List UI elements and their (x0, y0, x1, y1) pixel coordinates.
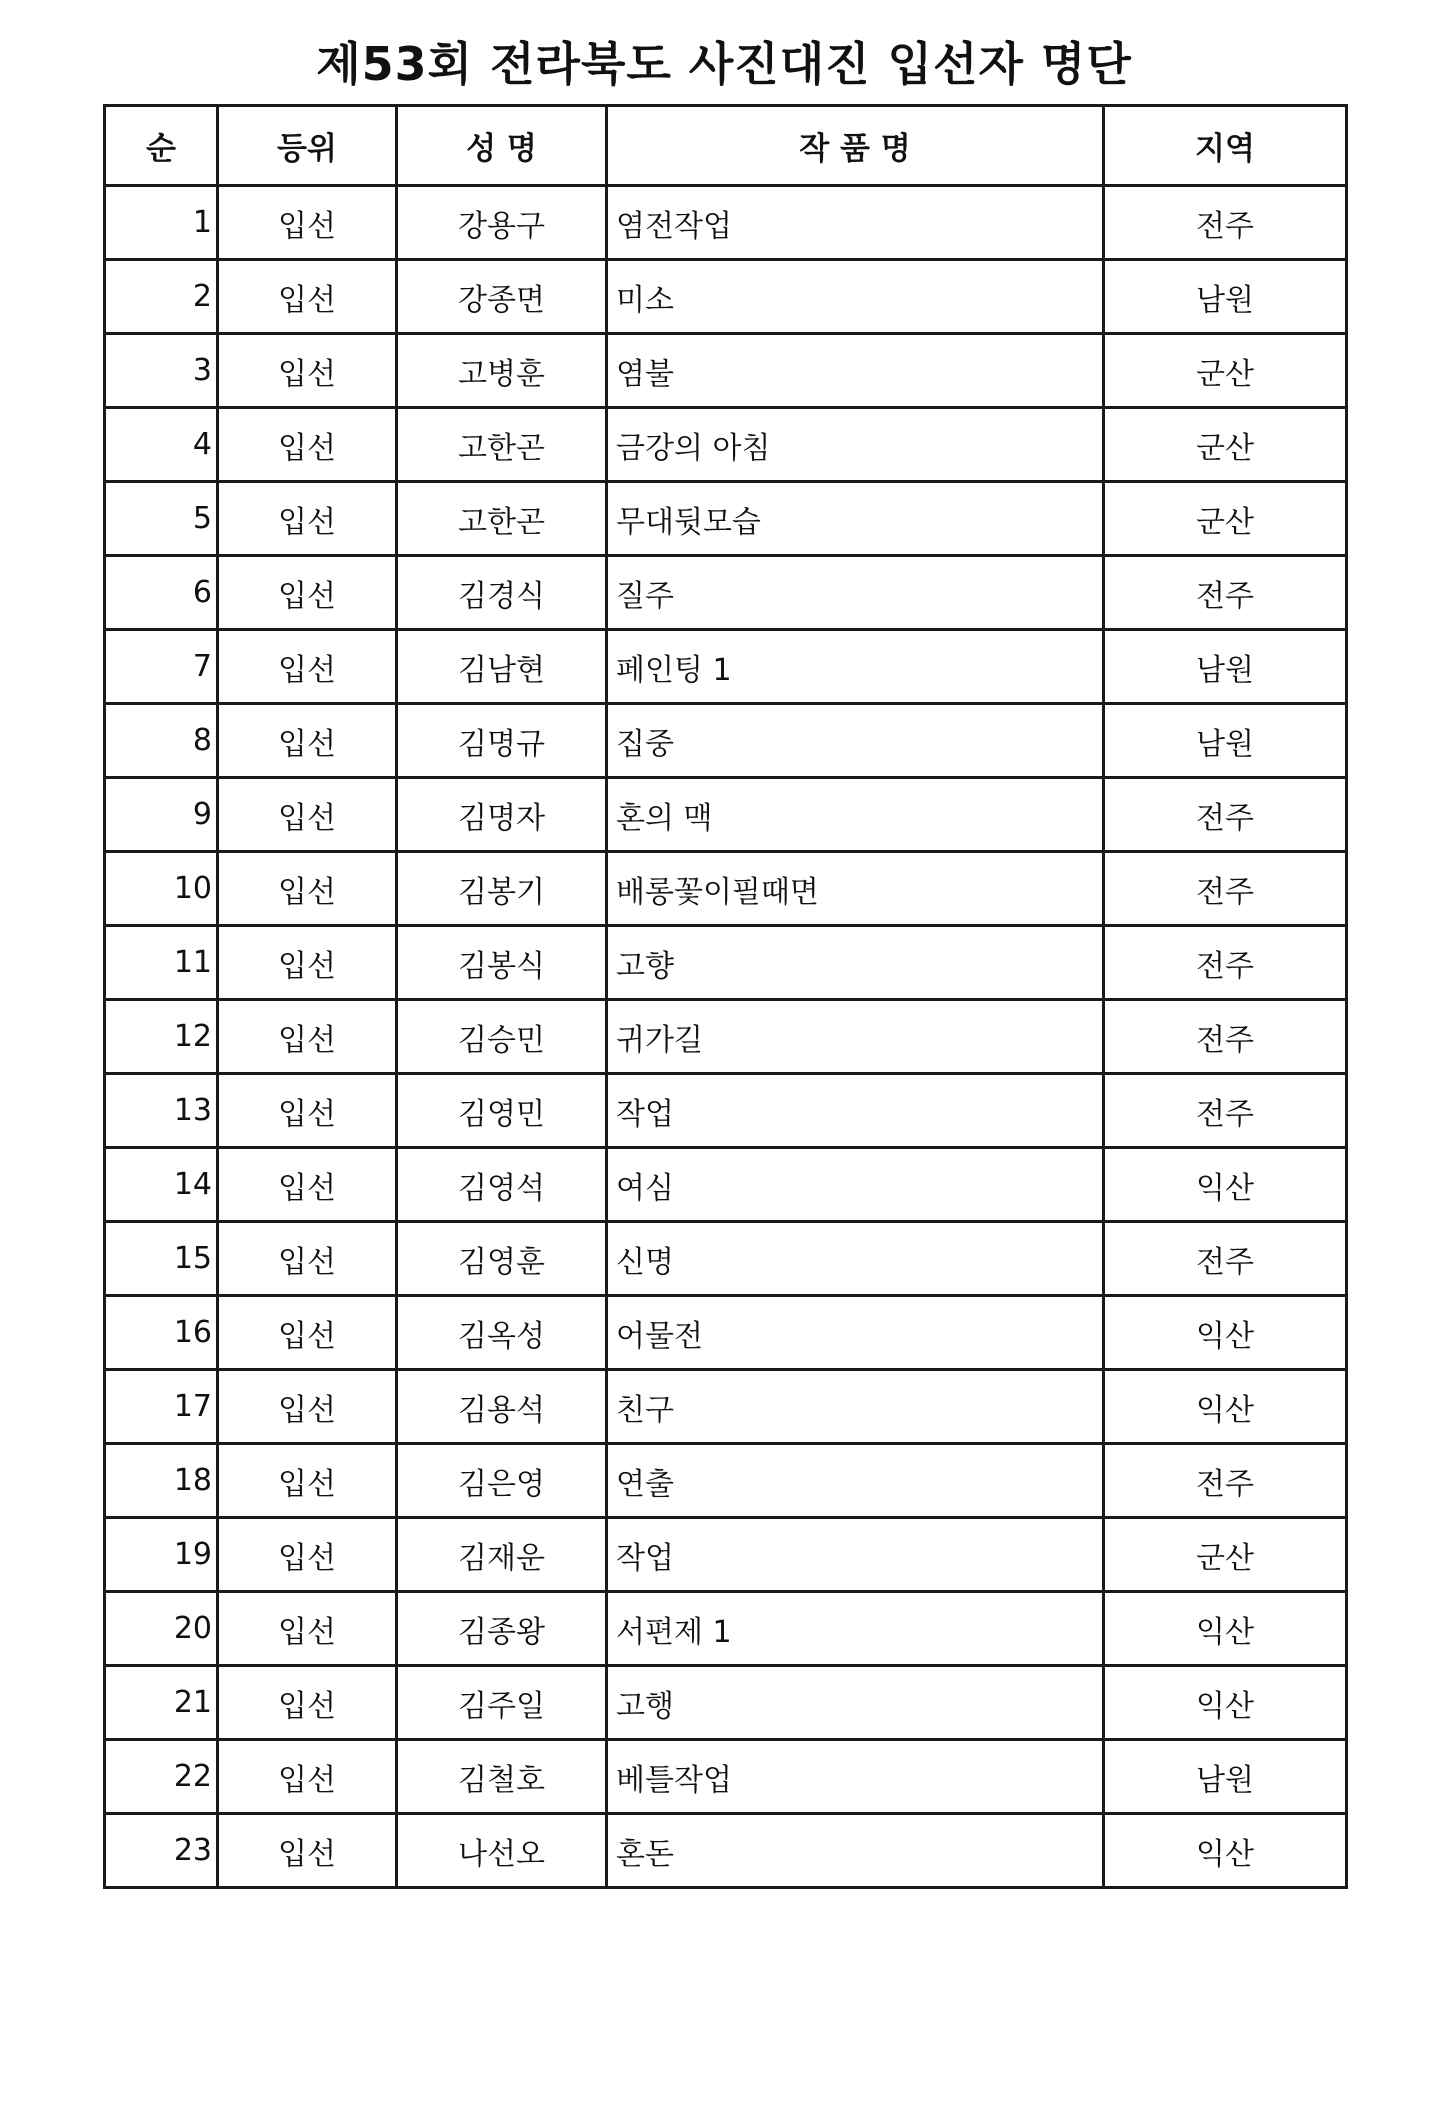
cell-rank: 입선 (218, 1592, 397, 1666)
cell-no: 23 (105, 1814, 218, 1888)
cell-region: 익산 (1104, 1148, 1347, 1222)
cell-no: 8 (105, 704, 218, 778)
cell-no: 19 (105, 1518, 218, 1592)
cell-region: 전주 (1104, 1074, 1347, 1148)
header-name: 성 명 (397, 106, 607, 186)
cell-work: 서편제 1 (607, 1592, 1104, 1666)
table-row (105, 926, 1347, 1000)
cell-region: 전주 (1104, 1000, 1347, 1074)
table-row (105, 704, 1347, 778)
table-row (105, 1666, 1347, 1740)
cell-work: 혼의 맥 (607, 778, 1104, 852)
table-row (105, 1740, 1347, 1814)
cell-region: 군산 (1104, 408, 1347, 482)
cell-name: 김영민 (397, 1074, 607, 1148)
cell-rank: 입선 (218, 1370, 397, 1444)
cell-rank: 입선 (218, 1296, 397, 1370)
page-title: 제53회 전라북도 사진대진 입선자 명단 (316, 37, 1132, 91)
cell-work: 염전작업 (607, 186, 1104, 260)
cell-name: 김승민 (397, 1000, 607, 1074)
cell-region: 군산 (1104, 482, 1347, 556)
cell-no: 14 (105, 1148, 218, 1222)
cell-work: 염불 (607, 334, 1104, 408)
cell-no: 5 (105, 482, 218, 556)
cell-rank: 입선 (218, 852, 397, 926)
cell-name: 김주일 (397, 1666, 607, 1740)
cell-name: 김남현 (397, 630, 607, 704)
cell-work: 집중 (607, 704, 1104, 778)
cell-no: 10 (105, 852, 218, 926)
table-row (105, 1444, 1347, 1518)
cell-rank: 입선 (218, 704, 397, 778)
cell-work: 금강의 아침 (607, 408, 1104, 482)
table-row (105, 1814, 1347, 1888)
cell-no: 12 (105, 1000, 218, 1074)
cell-region: 남원 (1104, 1740, 1347, 1814)
table-row (105, 778, 1347, 852)
cell-region: 군산 (1104, 334, 1347, 408)
cell-name: 김은영 (397, 1444, 607, 1518)
cell-name: 강종면 (397, 260, 607, 334)
cell-no: 1 (105, 186, 218, 260)
cell-work: 귀가길 (607, 1000, 1104, 1074)
cell-no: 13 (105, 1074, 218, 1148)
cell-rank: 입선 (218, 1148, 397, 1222)
cell-rank: 입선 (218, 630, 397, 704)
cell-name: 고한곤 (397, 482, 607, 556)
table-row (105, 556, 1347, 630)
cell-rank: 입선 (218, 1444, 397, 1518)
cell-no: 4 (105, 408, 218, 482)
cell-no: 2 (105, 260, 218, 334)
cell-region: 남원 (1104, 260, 1347, 334)
cell-rank: 입선 (218, 1740, 397, 1814)
cell-work: 페인팅 1 (607, 630, 1104, 704)
cell-name: 김경식 (397, 556, 607, 630)
cell-work: 베틀작업 (607, 1740, 1104, 1814)
table-row (105, 408, 1347, 482)
table-row (105, 260, 1347, 334)
cell-work: 배롱꽃이필때면 (607, 852, 1104, 926)
table-row (105, 186, 1347, 260)
cell-work: 어물전 (607, 1296, 1104, 1370)
cell-rank: 입선 (218, 1518, 397, 1592)
cell-name: 강용구 (397, 186, 607, 260)
cell-no: 15 (105, 1222, 218, 1296)
cell-work: 혼돈 (607, 1814, 1104, 1888)
table-row (105, 1074, 1347, 1148)
cell-rank: 입선 (218, 1074, 397, 1148)
table-row (105, 1296, 1347, 1370)
cell-region: 전주 (1104, 1444, 1347, 1518)
cell-name: 김명규 (397, 704, 607, 778)
cell-no: 18 (105, 1444, 218, 1518)
cell-work: 연출 (607, 1444, 1104, 1518)
cell-rank: 입선 (218, 1666, 397, 1740)
cell-region: 익산 (1104, 1666, 1347, 1740)
cell-name: 김용석 (397, 1370, 607, 1444)
cell-no: 6 (105, 556, 218, 630)
cell-region: 익산 (1104, 1370, 1347, 1444)
cell-name: 고병훈 (397, 334, 607, 408)
header-no: 순 (105, 106, 218, 186)
cell-name: 김종왕 (397, 1592, 607, 1666)
table-row (105, 1370, 1347, 1444)
cell-region: 익산 (1104, 1592, 1347, 1666)
table-body (105, 186, 1347, 1888)
cell-region: 남원 (1104, 630, 1347, 704)
header-region: 지역 (1104, 106, 1347, 186)
header-work: 작 품 명 (607, 106, 1104, 186)
table-row (105, 852, 1347, 926)
cell-work: 고행 (607, 1666, 1104, 1740)
cell-name: 김봉식 (397, 926, 607, 1000)
cell-rank: 입선 (218, 1814, 397, 1888)
cell-region: 전주 (1104, 186, 1347, 260)
cell-name: 김재운 (397, 1518, 607, 1592)
cell-work: 작업 (607, 1074, 1104, 1148)
cell-work: 작업 (607, 1518, 1104, 1592)
cell-no: 11 (105, 926, 218, 1000)
cell-work: 신명 (607, 1222, 1104, 1296)
cell-rank: 입선 (218, 556, 397, 630)
cell-name: 고한곤 (397, 408, 607, 482)
cell-rank: 입선 (218, 1222, 397, 1296)
table-header-row (105, 106, 1347, 186)
cell-region: 익산 (1104, 1814, 1347, 1888)
cell-work: 무대뒷모습 (607, 482, 1104, 556)
cell-name: 나선오 (397, 1814, 607, 1888)
cell-work: 질주 (607, 556, 1104, 630)
cell-no: 21 (105, 1666, 218, 1740)
cell-rank: 입선 (218, 926, 397, 1000)
table-row (105, 630, 1347, 704)
cell-no: 20 (105, 1592, 218, 1666)
cell-name: 김봉기 (397, 852, 607, 926)
cell-rank: 입선 (218, 260, 397, 334)
cell-rank: 입선 (218, 408, 397, 482)
table-row (105, 334, 1347, 408)
winners-table-container (103, 104, 1345, 1889)
cell-name: 김철호 (397, 1740, 607, 1814)
cell-region: 전주 (1104, 1222, 1347, 1296)
cell-no: 3 (105, 334, 218, 408)
cell-rank: 입선 (218, 334, 397, 408)
cell-work: 고향 (607, 926, 1104, 1000)
cell-region: 군산 (1104, 1518, 1347, 1592)
table-row (105, 1592, 1347, 1666)
cell-region: 익산 (1104, 1296, 1347, 1370)
cell-name: 김영석 (397, 1148, 607, 1222)
cell-no: 16 (105, 1296, 218, 1370)
cell-rank: 입선 (218, 186, 397, 260)
table-row (105, 482, 1347, 556)
cell-no: 17 (105, 1370, 218, 1444)
cell-name: 김옥성 (397, 1296, 607, 1370)
cell-name: 김명자 (397, 778, 607, 852)
cell-no: 9 (105, 778, 218, 852)
table-row (105, 1148, 1347, 1222)
cell-region: 전주 (1104, 778, 1347, 852)
cell-work: 미소 (607, 260, 1104, 334)
cell-region: 남원 (1104, 704, 1347, 778)
header-rank: 등위 (218, 106, 397, 186)
cell-region: 전주 (1104, 556, 1347, 630)
cell-region: 전주 (1104, 926, 1347, 1000)
cell-region: 전주 (1104, 852, 1347, 926)
cell-work: 여심 (607, 1148, 1104, 1222)
cell-rank: 입선 (218, 1000, 397, 1074)
table-row (105, 1222, 1347, 1296)
winners-table (103, 104, 1348, 1889)
cell-rank: 입선 (218, 482, 397, 556)
cell-no: 7 (105, 630, 218, 704)
table-row (105, 1000, 1347, 1074)
table-row (105, 1518, 1347, 1592)
cell-name: 김영훈 (397, 1222, 607, 1296)
cell-work: 친구 (607, 1370, 1104, 1444)
cell-rank: 입선 (218, 778, 397, 852)
cell-no: 22 (105, 1740, 218, 1814)
